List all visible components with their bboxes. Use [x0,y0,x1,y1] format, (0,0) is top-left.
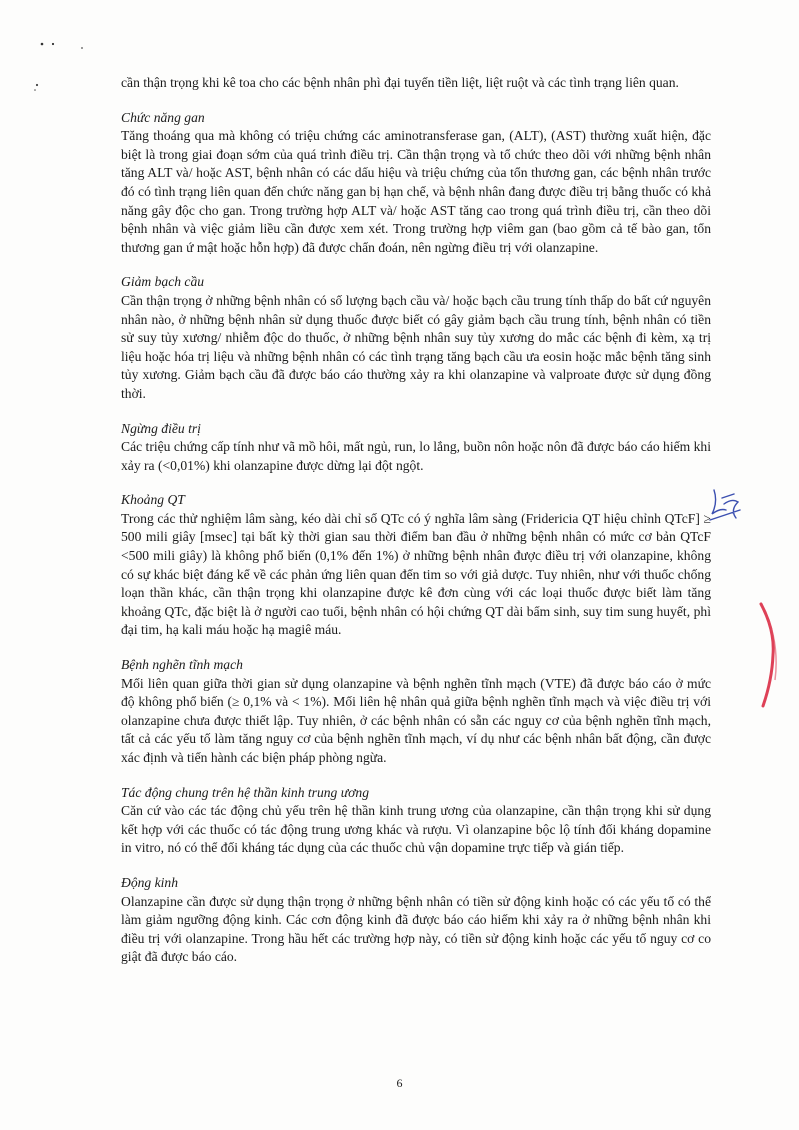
document-body [121,74,711,967]
section-paragraph: Tăng thoáng qua mà không có triệu chứng các aminotransferase gan, (ALT), (AST) thường xuất hiện, đặc biệt là trong giai đoạn sớm của quá trình điều trị. Cần thận trọng và tổ chức theo dõi với những bệnh nhân tăng ALT và/ hoặc AST, bệnh nhân có các dấu hiệu và triệu chứng của tổn thương gan, các bệnh nhân trước đó có tình trạng liên quan đến chức năng gan bị hạn chế, và bệnh nhân đang được điều trị bằng thuốc có khả năng gây độc cho gan. Trong trường hợp ALT và/ hoặc AST tăng cao trong quá trình điều trị, cần theo dõi bệnh nhân và việc giảm liều cần được xem xét. Trong trường hợp viêm gan (bao gồm cả tế bào gan, tổn thương gan ứ mật hoặc hỗn hợp) đã được chẩn đoán, nên ngừng điều trị với olanzapine. [121,128,711,255]
section-title: Bệnh nghẽn tĩnh mạch [121,657,243,673]
section-paragraph: Cần thận trọng ở những bệnh nhân có số lượng bạch cầu và/ hoặc bạch cầu trung tính thấp do bất cứ nguyên nhân nào, ở những bệnh nhân sử dụng thuốc được biết có gây giảm bạch cầu trung tính, bệnh nhân có tiền sử suy tủy xương/ nhiễm độc do thuốc, ở những bệnh nhân suy tủy xương do mắc các bệnh đi kèm, xạ trị liệu hoặc hóa trị liệu và những bệnh nhân có các tình trạng tăng bạch cầu ưa eosin hoặc mắc bệnh tăng sinh tủy xương. Giảm bạch cầu đã được báo cáo thường xảy ra khi olanzapine và valproate được sử dụng đồng thời. [121,292,711,401]
section-leukopenia [121,273,711,403]
section-paragraph: Trong các thử nghiệm lâm sàng, kéo dài chỉ số QTc có ý nghĩa lâm sàng (Fridericia QT hiệu chỉnh QTcF] ≥ 500 mili giây [msec] tại bất kỳ thời gian sau thời điểm ban đầu ở những bệnh nhân có mức cơ bản QTcF <500 mili giây) là không phổ biến (0,1% đến 1%) ở những bệnh nhân được điều trị với olanzapine, không có sự khác biệt đáng kể về các phản ứng liên quan đến tim so với giả dược. Tuy nhiên, như với thuốc chống loạn thần khác, cần thận trọng khi olanzapine được kê đơn cùng với các loại thuốc được biết làm tăng khoảng QTc, đặc biệt là ở người cao tuổi, bệnh nhân có hội chứng QT dài bẩm sinh, suy tim sung huyết, phì đại tim, hạ kali máu hoặc hạ magiê máu. [121,510,711,638]
scan-speck-marks [32,38,92,98]
section-title: Chức năng gan [121,109,205,125]
page-number: 6 [396,1076,403,1090]
section-seizures [121,874,711,967]
section-title: Ngừng điều trị [121,420,201,436]
section-discontinuation [121,420,711,476]
section-paragraph: Mối liên quan giữa thời gian sử dụng olanzapine và bệnh nghẽn tĩnh mạch (VTE) đã được báo cáo ở mức độ không phổ biến (≥ 0,1% và < 1%). Mối liên hệ nhân quả giữa bệnh nghẽn tĩnh mạch và việc điều trị với olanzapine chưa được thiết lập. Tuy nhiên, ở các bệnh nhân có sẵn các nguy cơ của bệnh nghẽn tĩnh mạch, tất cả các yếu tố làm tăng nguy cơ của bệnh nghẽn tĩnh mạch, ví dụ như các bệnh nhân bất động, cần được xác định và tiến hành các biện pháp phòng ngừa. [121,675,711,765]
section-venous-thromboembolism [121,656,711,768]
section-liver-function [121,109,711,258]
section-title: Khoảng QT [121,492,185,508]
handwritten-initials [700,480,750,530]
section-title: Tác động chung trên hệ thần kinh trung ương [121,784,370,800]
section-paragraph: Olanzapine cần được sử dụng thận trọng ở những bệnh nhân có tiền sử động kinh hoặc có các yếu tố có thể làm giảm ngưỡng động kinh. Các cơn động kinh đã được báo cáo hiếm khi xảy ra ở những bệnh nhân khi điều trị với olanzapine. Trong hầu hết các trường hợp này, có tiền sử động kinh hoặc các yếu tố nguy cơ co giật đã được báo cáo. [121,893,711,965]
section-paragraph: Căn cứ vào các tác động chủ yếu trên hệ thần kinh trung ương của olanzapine, cần thận trọng khi sử dụng kết hợp với các thuốc có tác động trung ương khác và rượu. Vì olanzapine bộc lộ tính đối kháng dopamine in vitro, nó có thể đối kháng tác dụng của các thuốc chủ vận dopamine trực tiếp và gián tiếp. [121,803,711,856]
section-paragraph: Các triệu chứng cấp tính như vã mồ hôi, mất ngủ, run, lo lắng, buồn nôn hoặc nôn đã được báo cáo hiếm khi xảy ra (<0,01%) khi olanzapine được dừng lại đột ngột. [121,439,711,473]
section-qt-interval [121,491,711,640]
section-title: Giảm bạch cầu [121,274,205,290]
section-cns-effects [121,784,711,858]
section-title: Động kinh [121,874,179,890]
intro-paragraph: cần thận trọng khi kê toa cho các bệnh nhân phì đại tuyến tiền liệt, liệt ruột và các tình trạng liên quan. [121,75,679,90]
red-stamp-edge [755,600,785,710]
